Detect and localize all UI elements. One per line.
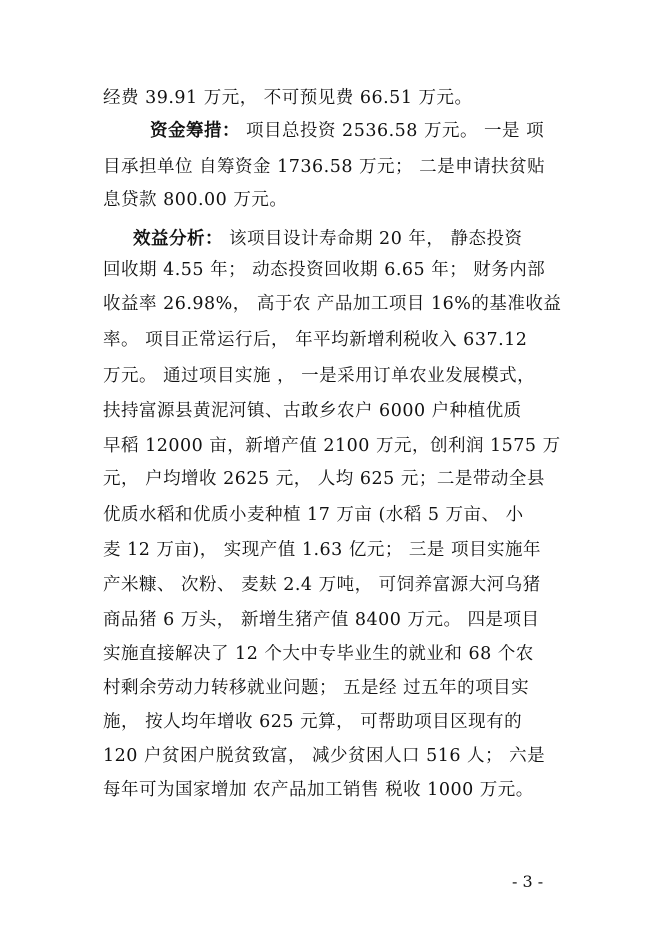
text-line [103,364,535,388]
line-text: 施， 按人均年增收 625 元算， 可帮助项目区现有的 [103,712,523,732]
text-line [103,642,534,666]
text-line [103,778,534,802]
line-text: 120 户贫困户脱贫致富， 减少贫困人口 516 人； 六是 [103,746,546,766]
text-line [103,608,540,632]
text-line-funding-heading [150,119,544,143]
line-text: 息贷款 800.00 万元。 [103,190,288,210]
line-text: 早稻 12000 亩，新增产值 2100 万元，创利润 1575 万 [103,436,561,456]
text-line [103,710,522,734]
line-text: 率。 项目正常运行后， 年平均新增利税收入 637.12 [103,330,528,350]
text-line [103,503,524,527]
text-line [103,538,541,562]
text-line [103,188,287,212]
line-text: 麦 12 万亩)， 实现产值 1.63 亿元； 三是 项目实施年 [103,540,541,560]
line-text: 项目总投资 2536.58 万元。 一是 项 [246,121,545,141]
line-text: 收益率 26.98%， 高于农 产品加工项目 16%的基准收益 [103,294,562,314]
benefit-label: 效益分析： [133,229,223,249]
line-text: 目承担单位 自筹资金 1736.58 万元； 二是申请扶贫贴 [103,157,546,177]
page-number: - 3 - [512,872,544,891]
funding-label: 资金筹措： [150,121,240,141]
line-text: 商品猪 6 万头， 新增生猪产值 8400 万元。 四是项目 [103,610,540,630]
text-line [103,744,545,768]
line-text: 实施直接解决了 12 个大中专毕业生的就业和 68 个农 [103,644,534,664]
text-line [103,676,529,700]
line-text: 经费 39.91 万元， 不可预见费 66.51 万元。 [103,88,473,108]
line-text: 元， 户均增收 2625 元， 人均 625 元；二是带动全县 [103,469,545,489]
text-line [103,86,473,110]
text-line-benefit-heading [133,227,522,251]
text-line [103,292,561,316]
text-line [103,155,545,179]
text-line [103,328,527,352]
line-text: 优质水稻和优质小麦种植 17 万亩 (水稻 5 万亩、 小 [103,505,524,525]
line-text: 回收期 4.55 年； 动态投资回收期 6.65 年； 财务内部 [103,260,546,280]
line-text: 产米糠、 次粉、 麦麸 2.4 万吨， 可饲养富源大河乌猪 [103,575,541,595]
text-line [103,467,545,491]
text-line [103,434,561,458]
line-text: 该项目设计寿命期 20 年， 静态投资 [229,229,523,249]
text-line [103,258,545,282]
text-line [103,399,522,423]
line-text: 扶持富源县黄泥河镇、古敢乡农户 6000 户种植优质 [103,401,522,421]
line-text: 村剩余劳动力转移就业问题； 五是经 过五年的项目实 [103,678,530,698]
line-text: 每年可为国家增加 农产品加工销售 税收 1000 万元。 [103,780,534,800]
text-line [103,573,541,597]
line-text: 万元。 通过项目实施 ， 一是采用订单农业发展模式， [103,366,536,386]
